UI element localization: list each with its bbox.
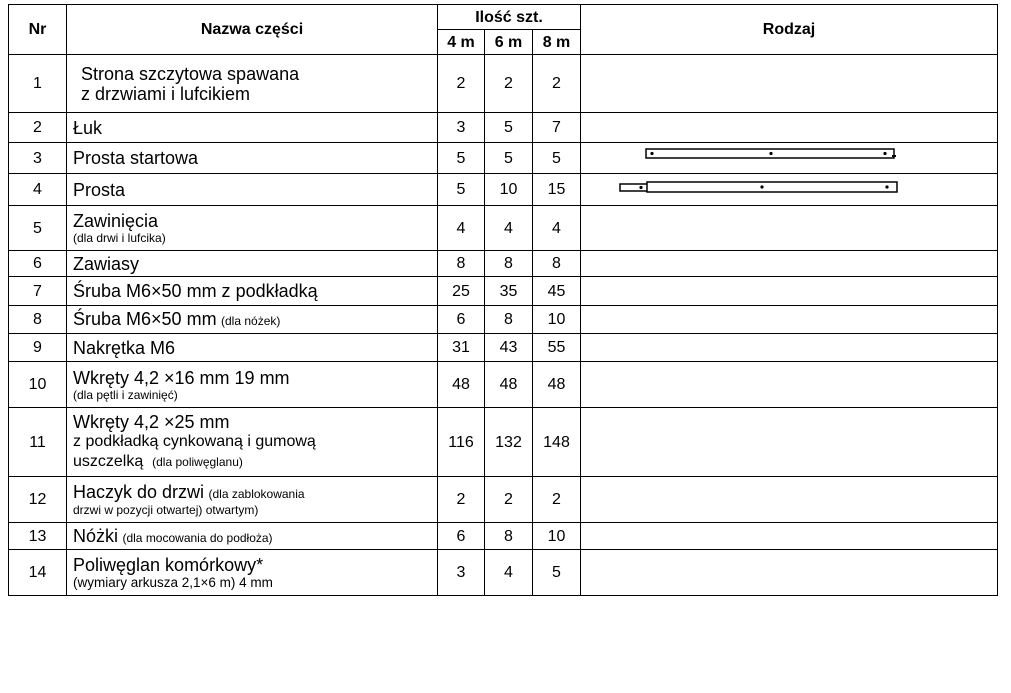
row-name: Nakrętka M6 [67,334,438,362]
row-name-note: (dla drwi i lufcika) [73,231,166,245]
table-row [9,143,998,174]
row-name: Śruba M6×50 mm z podkładką [67,277,438,306]
row-nr: 13 [9,523,67,550]
qty-8m: 55 [533,334,581,362]
row-type [581,362,998,408]
qty-6m: 8 [485,306,533,334]
row-name-main: Śruba M6×50 mm [73,309,217,329]
parts-table [8,4,998,596]
qty-6m: 10 [485,174,533,206]
qty-6m: 5 [485,143,533,174]
row-name: Prosta startowa [67,143,438,174]
qty-4m: 25 [438,277,485,306]
row-name [67,306,438,334]
hole-dot [650,152,653,155]
qty-8m: 48 [533,362,581,408]
qty-6m: 4 [485,550,533,596]
row-name-note: (dla nóżek) [221,314,281,328]
qty-8m: 15 [533,174,581,206]
row-name-line3 [73,452,437,472]
qty-4m: 116 [438,408,485,477]
row-name-line2: z podkładką cynkowaną i gumową [73,433,316,450]
qty-4m: 2 [438,477,485,523]
qty-4m: 2 [438,55,485,113]
row-type [581,143,998,174]
header-size-6m: 6 m [485,30,533,55]
row-name [67,550,438,596]
row-nr: 10 [9,362,67,408]
qty-8m: 2 [533,55,581,113]
row-name [67,206,438,251]
row-name-note: (dla pętli i zawinięć) [73,387,178,402]
hole-dot [760,185,763,188]
profile-connector [620,184,648,191]
row-nr: 8 [9,306,67,334]
straight-profile-drawing [581,174,998,205]
qty-8m: 5 [533,550,581,596]
row-name-line3-main: uszczelką [73,453,144,470]
table-row [9,362,998,408]
qty-8m: 5 [533,143,581,174]
row-type [581,523,998,550]
row-type [581,550,998,596]
row-type [581,174,998,206]
qty-6m: 48 [485,362,533,408]
row-name [67,523,438,550]
row-type [581,113,998,143]
row-nr: 14 [9,550,67,596]
header-size-4m: 4 m [438,30,485,55]
row-name-note-inline: (dla zablokowania [208,487,305,501]
row-type [581,206,998,251]
row-nr: 1 [9,55,67,113]
row-name-main: Poliwęglan komórkowy* [73,554,264,575]
qty-8m: 148 [533,408,581,477]
qty-4m: 5 [438,143,485,174]
row-name-note: (dla mocowania do podłoża) [122,530,273,545]
qty-6m: 8 [485,523,533,550]
qty-4m: 6 [438,523,485,550]
row-name [67,362,438,408]
qty-6m: 35 [485,277,533,306]
qty-8m: 8 [533,251,581,277]
starter-straight-profile-drawing [581,143,998,173]
qty-6m: 5 [485,113,533,143]
qty-8m: 4 [533,206,581,251]
table-row [9,306,998,334]
row-name-main: Wkręty 4,2 ×16 mm 19 mm [73,367,290,388]
qty-6m: 43 [485,334,533,362]
hole-dot [885,185,888,188]
qty-6m: 2 [485,55,533,113]
row-name: Zawiasy [67,251,438,277]
row-name-main: Wkręty 4,2 ×25 mm [73,412,230,432]
table-row [9,113,998,143]
row-name: Łuk [67,113,438,143]
row-nr: 9 [9,334,67,362]
row-nr: 5 [9,206,67,251]
header-size-8m: 8 m [533,30,581,55]
table-row [9,523,998,550]
qty-8m: 7 [533,113,581,143]
row-name-note: (wymiary arkusza 2,1×6 m) 4 mm [73,574,273,590]
qty-6m: 2 [485,477,533,523]
row-name: Prosta [67,174,438,206]
row-nr: 6 [9,251,67,277]
row-name [67,408,438,477]
qty-4m: 6 [438,306,485,334]
profile-bar [647,182,897,192]
qty-4m: 3 [438,113,485,143]
qty-4m: 8 [438,251,485,277]
table-row [9,55,998,113]
row-nr: 11 [9,408,67,477]
row-type [581,251,998,277]
row-nr: 3 [9,143,67,174]
row-nr: 7 [9,277,67,306]
row-type [581,306,998,334]
hole-dot [769,152,772,155]
header-qty: Ilość szt. [438,5,581,30]
table-row [9,206,998,251]
row-name [67,477,438,523]
row-nr: 4 [9,174,67,206]
row-name-note: drzwi w pozycji otwartej) otwartym) [73,503,259,517]
row-type [581,277,998,306]
table-row [9,277,998,306]
row-nr: 2 [9,113,67,143]
row-name-note: (dla poliwęglanu) [152,455,243,469]
table-row [9,334,998,362]
hole-dot [639,186,642,189]
table-row [9,477,998,523]
qty-4m: 48 [438,362,485,408]
qty-4m: 3 [438,550,485,596]
row-name [67,55,438,113]
header-nr: Nr [9,5,67,55]
row-name-main: Haczyk do drzwi [73,482,205,502]
table-row [9,408,998,477]
qty-8m: 10 [533,306,581,334]
row-type [581,334,998,362]
row-name-line1 [73,482,437,503]
table-row [9,251,998,277]
row-name-line1: Strona szczytowa spawana [81,63,300,84]
qty-8m: 10 [533,523,581,550]
qty-4m: 4 [438,206,485,251]
qty-4m: 5 [438,174,485,206]
qty-8m: 45 [533,277,581,306]
row-name-main: Zawinięcia [73,211,159,231]
qty-6m: 132 [485,408,533,477]
qty-4m: 31 [438,334,485,362]
table-row [9,174,998,206]
row-type [581,55,998,113]
qty-6m: 4 [485,206,533,251]
row-type [581,477,998,523]
qty-8m: 2 [533,477,581,523]
table-row [9,550,998,596]
header-name: Nazwa części [67,5,438,55]
row-nr: 12 [9,477,67,523]
row-name-line2: z drzwiami i lufcikiem [81,83,251,104]
row-type [581,408,998,477]
row-name-main: Nóżki [73,525,119,546]
qty-6m: 8 [485,251,533,277]
hole-dot [883,152,886,155]
header-type: Rodzaj [581,5,998,55]
